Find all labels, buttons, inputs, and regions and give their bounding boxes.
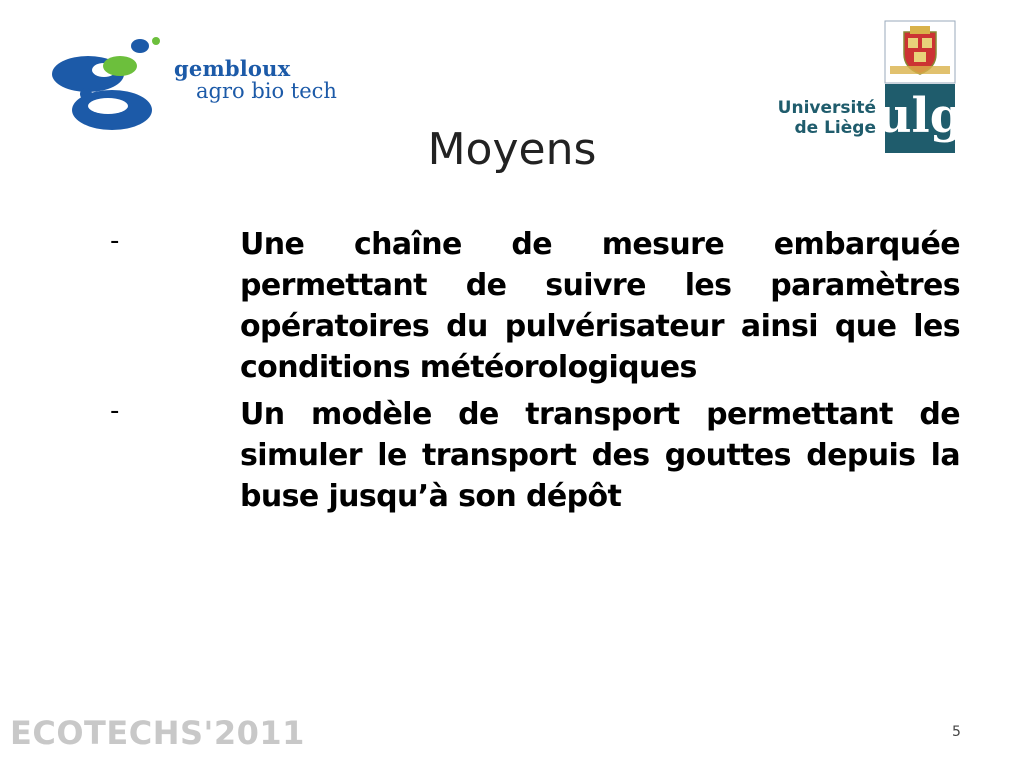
page-number: 5 [952, 724, 961, 740]
bullet-marker: - [110, 226, 120, 256]
gembloux-subtitle: agro bio tech [196, 79, 337, 104]
slide-title: Moyens [427, 124, 597, 175]
bullet-item [108, 224, 960, 388]
ulg-name-line2: de Liège [794, 118, 876, 139]
gembloux-logo [48, 36, 338, 134]
bullet-list [108, 224, 960, 523]
footer-brand: ECOTECHS'2011 [10, 714, 305, 752]
ulg-mark-letters: ulg [876, 88, 964, 144]
gembloux-mark-icon [48, 36, 168, 134]
bullet-marker: - [110, 396, 120, 426]
gembloux-name: gembloux [174, 56, 291, 81]
ulg-name-line1: Université [777, 98, 876, 118]
bullet-item [108, 394, 960, 517]
bullet-text: Une chaîne de mesure embarquée permettant de suivre les paramètres opératoires du pulvérisateur ainsi que les conditions météorologiques [240, 227, 960, 385]
bullet-text: Un modèle de transport permettant de simuler le transport des gouttes depuis la buse jusqu’à son dépôt [240, 397, 960, 514]
